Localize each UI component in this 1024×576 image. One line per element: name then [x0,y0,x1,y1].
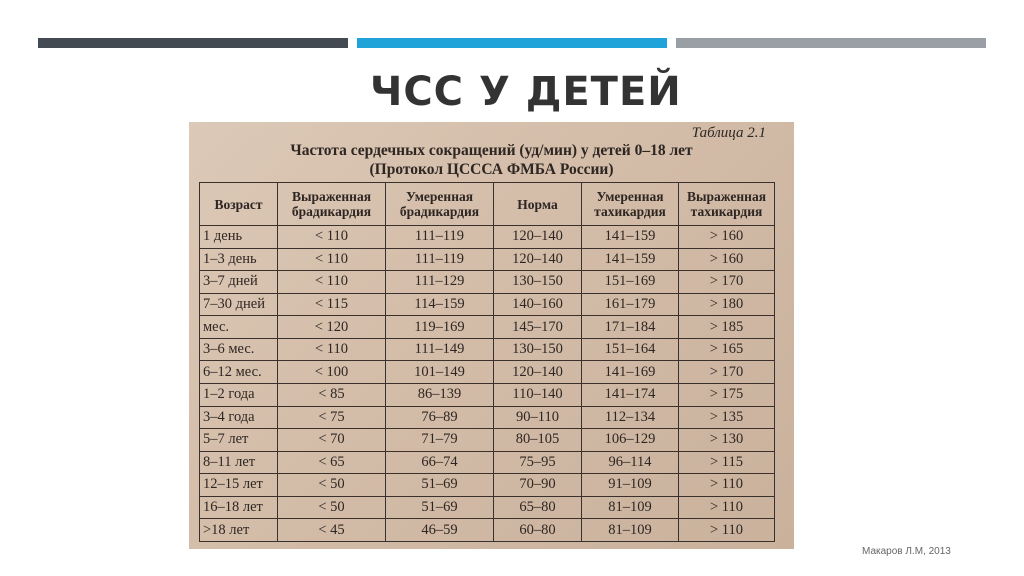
cell-moderate-bradycardia: 101–149 [386,361,494,384]
cell-age: 16–18 лет [200,496,278,519]
cell-age: 5–7 лет [200,429,278,452]
header-severe-tachycardia: Выраженная тахикардия [679,183,775,226]
cell-norm: 110–140 [494,383,582,406]
cell-moderate-tachycardia: 96–114 [582,451,679,474]
cell-age: >18 лет [200,519,278,542]
cell-norm: 75–95 [494,451,582,474]
cell-age: мес. [200,316,278,339]
cell-age: 3–6 мес. [200,338,278,361]
cell-severe-bradycardia: < 115 [278,293,386,316]
footer-credit: Макаров Л.М, 2013 [862,546,951,557]
cell-norm: 60–80 [494,519,582,542]
cell-moderate-bradycardia: 111–119 [386,248,494,271]
cell-severe-bradycardia: < 110 [278,226,386,249]
cell-severe-bradycardia: < 85 [278,383,386,406]
header-age: Возраст [200,183,278,226]
table-row [200,496,775,519]
cell-age: 3–7 дней [200,271,278,294]
table-row [200,429,775,452]
header-norm: Норма [494,183,582,226]
cell-age: 7–30 дней [200,293,278,316]
header-moderate-bradycardia: Умеренная брадикардия [386,183,494,226]
cell-moderate-tachycardia: 141–174 [582,383,679,406]
header-bar-dark [38,38,348,48]
cell-severe-bradycardia: < 110 [278,248,386,271]
cell-severe-bradycardia: < 50 [278,496,386,519]
cell-severe-bradycardia: < 110 [278,338,386,361]
cell-severe-tachycardia: > 115 [679,451,775,474]
cell-age: 1 день [200,226,278,249]
header-moderate-tachycardia: Умеренная тахикардия [582,183,679,226]
cell-moderate-bradycardia: 114–159 [386,293,494,316]
cell-moderate-tachycardia: 106–129 [582,429,679,452]
table-row [200,226,775,249]
table-row [200,316,775,339]
cell-moderate-bradycardia: 111–149 [386,338,494,361]
cell-severe-tachycardia: > 160 [679,248,775,271]
cell-age: 1–2 года [200,383,278,406]
cell-severe-bradycardia: < 120 [278,316,386,339]
cell-severe-tachycardia: > 110 [679,496,775,519]
cell-severe-tachycardia: > 110 [679,474,775,497]
cell-severe-tachycardia: > 175 [679,383,775,406]
cell-age: 1–3 день [200,248,278,271]
cell-moderate-bradycardia: 76–89 [386,406,494,429]
cell-moderate-bradycardia: 66–74 [386,451,494,474]
cell-severe-tachycardia: > 170 [679,271,775,294]
cell-norm: 90–110 [494,406,582,429]
table-caption: Частота сердечных сокращений (уд/мин) у детей 0–18 лет [290,142,693,159]
cell-severe-tachycardia: > 185 [679,316,775,339]
header-bar-accent [357,38,667,48]
cell-severe-bradycardia: < 65 [278,451,386,474]
cell-moderate-tachycardia: 161–179 [582,293,679,316]
cell-severe-tachycardia: > 160 [679,226,775,249]
cell-norm: 130–150 [494,338,582,361]
slide-title: ЧСС У ДЕТЕЙ [370,69,682,115]
cell-moderate-tachycardia: 151–164 [582,338,679,361]
cell-norm: 120–140 [494,248,582,271]
header-severe-bradycardia: Выраженная брадикардия [278,183,386,226]
table-row [200,383,775,406]
table-number: Таблица 2.1 [691,125,766,141]
table-subcaption: (Протокол ЦСССА ФМБА России) [369,161,614,178]
table-row [200,406,775,429]
cell-norm: 65–80 [494,496,582,519]
cell-severe-bradycardia: < 50 [278,474,386,497]
cell-severe-bradycardia: < 110 [278,271,386,294]
cell-moderate-bradycardia: 51–69 [386,496,494,519]
cell-moderate-tachycardia: 81–109 [582,496,679,519]
cell-moderate-tachycardia: 141–159 [582,226,679,249]
table-row [200,361,775,384]
table-row [200,248,775,271]
cell-moderate-tachycardia: 112–134 [582,406,679,429]
cell-age: 8–11 лет [200,451,278,474]
cell-moderate-bradycardia: 71–79 [386,429,494,452]
table-row [200,271,775,294]
cell-moderate-tachycardia: 91–109 [582,474,679,497]
cell-severe-bradycardia: < 45 [278,519,386,542]
cell-norm: 70–90 [494,474,582,497]
cell-moderate-bradycardia: 119–169 [386,316,494,339]
cell-norm: 80–105 [494,429,582,452]
cell-severe-bradycardia: < 75 [278,406,386,429]
cell-norm: 130–150 [494,271,582,294]
table-body [200,226,775,542]
cell-age: 6–12 мес. [200,361,278,384]
cell-norm: 120–140 [494,226,582,249]
cell-severe-tachycardia: > 135 [679,406,775,429]
cell-norm: 140–160 [494,293,582,316]
cell-moderate-bradycardia: 86–139 [386,383,494,406]
table-row [200,293,775,316]
header-bar-gray [676,38,986,48]
cell-severe-bradycardia: < 100 [278,361,386,384]
cell-moderate-tachycardia: 171–184 [582,316,679,339]
cell-moderate-bradycardia: 46–59 [386,519,494,542]
cell-moderate-bradycardia: 111–129 [386,271,494,294]
cell-moderate-bradycardia: 111–119 [386,226,494,249]
cell-severe-tachycardia: > 110 [679,519,775,542]
table-row [200,338,775,361]
table-photo [189,122,794,549]
cell-moderate-tachycardia: 81–109 [582,519,679,542]
table-row [200,519,775,542]
cell-severe-tachycardia: > 180 [679,293,775,316]
heart-rate-table [199,182,775,542]
cell-severe-tachycardia: > 130 [679,429,775,452]
table-row [200,451,775,474]
cell-age: 3–4 года [200,406,278,429]
cell-moderate-tachycardia: 141–169 [582,361,679,384]
cell-norm: 120–140 [494,361,582,384]
cell-moderate-bradycardia: 51–69 [386,474,494,497]
table-row [200,474,775,497]
cell-age: 12–15 лет [200,474,278,497]
cell-moderate-tachycardia: 151–169 [582,271,679,294]
cell-moderate-tachycardia: 141–159 [582,248,679,271]
cell-severe-bradycardia: < 70 [278,429,386,452]
cell-severe-tachycardia: > 165 [679,338,775,361]
table-header-row [200,183,775,226]
cell-severe-tachycardia: > 170 [679,361,775,384]
cell-norm: 145–170 [494,316,582,339]
